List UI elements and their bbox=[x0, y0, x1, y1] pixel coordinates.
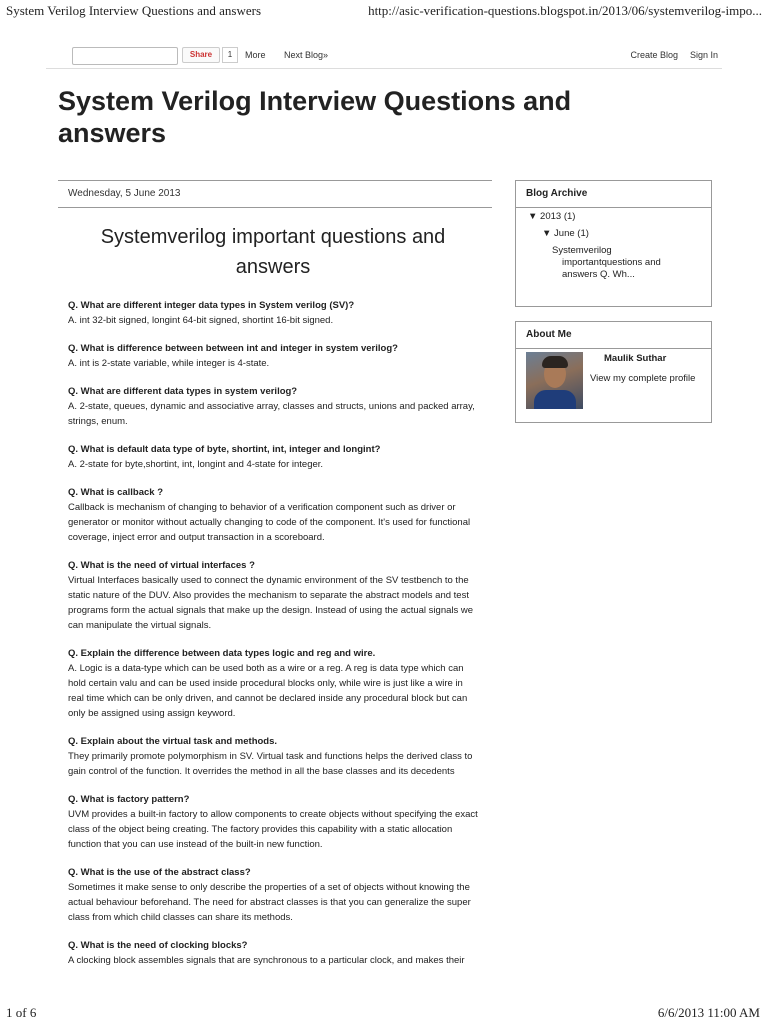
question-text: Q. Explain the difference between data types logic and reg and wire. bbox=[68, 648, 376, 659]
archive-year-toggle[interactable]: ▼ 2013 (1) bbox=[528, 211, 576, 222]
blog-archive-title: Blog Archive bbox=[516, 181, 711, 208]
sign-in-link[interactable]: Sign In bbox=[689, 50, 718, 60]
answer-text: A. int 32-bit signed, longint 64-bit signed, shortint 16-bit signed. bbox=[68, 315, 334, 326]
post-heading: Systemverilog important questions and answers bbox=[100, 226, 446, 278]
create-blog-link[interactable]: Create Blog bbox=[630, 50, 678, 60]
question-text: Q. What is the use of the abstract class? bbox=[68, 867, 251, 878]
archive-post-line1: Systemverilog bbox=[552, 245, 612, 256]
qa-item bbox=[68, 384, 478, 429]
archive-post-link[interactable] bbox=[552, 245, 692, 281]
blog-title[interactable]: System Verilog Interview Questions and answers bbox=[58, 86, 572, 148]
author-name-link[interactable]: Maulik Suthar bbox=[604, 353, 667, 364]
answer-text: Callback is mechanism of changing to behavior of a verification component such as driver or generator or monitor without actually changing to code of the component. It's used for functional coverage, inject error and output transaction in a scoreboard. bbox=[68, 502, 471, 543]
archive-post-line2: importantquestions and answers Q. Wh... bbox=[562, 257, 661, 280]
qa-item bbox=[68, 792, 478, 852]
qa-item bbox=[68, 938, 478, 968]
print-datetime: 6/6/2013 11:00 AM bbox=[657, 1005, 760, 1020]
blogger-navbar bbox=[46, 42, 722, 69]
qa-item bbox=[68, 485, 478, 545]
qa-item bbox=[68, 298, 478, 328]
blog-archive-widget bbox=[515, 180, 712, 307]
more-link[interactable]: More bbox=[245, 50, 266, 60]
question-text: Q. What is callback ? bbox=[68, 487, 164, 498]
answer-text: Sometimes it make sense to only describe the properties of a set of objects without knowing the actual behaviour beforehand. The need for abstract classes is that you can generalize the super class from which child classes can share its methods. bbox=[68, 882, 471, 923]
qa-item bbox=[68, 558, 478, 633]
print-footer bbox=[0, 1002, 768, 1024]
view-profile-link[interactable]: View my complete profile bbox=[590, 373, 696, 384]
qa-list bbox=[68, 298, 478, 968]
post-date: Wednesday, 5 June 2013 bbox=[58, 180, 492, 208]
question-text: Q. What is difference between between int and integer in system verilog? bbox=[68, 343, 398, 354]
answer-text: Virtual Interfaces basically used to connect the dynamic environment of the SV testbench to the static nature of the DUV. Also provides the mechanism to separate the abstract models and test programs form the actual signals that make up the design. Instead of using the actual signals we can manipulate the virtual signals. bbox=[68, 575, 474, 631]
about-me-title: About Me bbox=[516, 322, 711, 349]
post-body bbox=[58, 222, 492, 968]
question-text: Q. What is the need of virtual interfaces ? bbox=[68, 560, 255, 571]
navbar-search-input[interactable] bbox=[72, 47, 178, 65]
share-count: 1 bbox=[222, 47, 238, 63]
avatar[interactable] bbox=[526, 352, 583, 409]
answer-text: UVM provides a built-in factory to allow components to create objects without specifying the exact class of the object being creating. The factory provides this capability with a static allocation function that you can use instead of the built-in new function. bbox=[68, 809, 478, 850]
question-text: Q. What is factory pattern? bbox=[68, 794, 190, 805]
qa-item bbox=[68, 734, 478, 779]
archive-month-toggle[interactable]: ▼ June (1) bbox=[542, 228, 589, 239]
answer-text: A. int is 2-state variable, while integer is 4-state. bbox=[68, 358, 270, 369]
question-text: Q. What is the need of clocking blocks? bbox=[68, 940, 248, 951]
qa-item bbox=[68, 865, 478, 925]
answer-text: A. 2-state for byte,shortint, int, longint and 4-state for integer. bbox=[68, 459, 324, 470]
qa-item bbox=[68, 646, 478, 721]
print-url: http://asic-verification-questions.blogspot.in/2013/06/systemverilog-impo... bbox=[368, 3, 762, 18]
next-blog-link[interactable]: Next Blog» bbox=[284, 50, 329, 60]
answer-text: A. 2-state, queues, dynamic and associative array, classes and structs, unions and packed array, strings, enum. bbox=[68, 401, 475, 427]
question-text: Q. Explain about the virtual task and methods. bbox=[68, 736, 278, 747]
blog-post bbox=[58, 180, 492, 980]
about-me-widget bbox=[515, 321, 712, 423]
print-header bbox=[0, 0, 768, 22]
answer-text: They primarily promote polymorphism in SV. Virtual task and functions helps the derived class to gain control of the function. It overrides the method in all the base classes and its decedents bbox=[68, 751, 473, 777]
answer-text: A clocking block assembles signals that are synchronous to a particular clock, and makes their bbox=[68, 955, 465, 966]
question-text: Q. What are different data types in system verilog? bbox=[68, 386, 298, 397]
share-button[interactable]: Share bbox=[182, 47, 220, 63]
print-page-title: System Verilog Interview Questions and answers bbox=[6, 3, 262, 18]
print-page-number: 1 of 6 bbox=[6, 1005, 37, 1020]
answer-text: A. Logic is a data-type which can be used both as a wire or a reg. A reg is data type which can hold certain valu and can be used inside procedural blocks only, while wire is just like a wire in real time which can be only driven, and cannot be declared inside any procedural block but can only be assigned using assign keyword. bbox=[68, 663, 468, 719]
qa-item bbox=[68, 341, 478, 371]
question-text: Q. What is default data type of byte, shortint, int, integer and longint? bbox=[68, 444, 381, 455]
question-text: Q. What are different integer data types in System verilog (SV)? bbox=[68, 300, 355, 311]
qa-item bbox=[68, 442, 478, 472]
